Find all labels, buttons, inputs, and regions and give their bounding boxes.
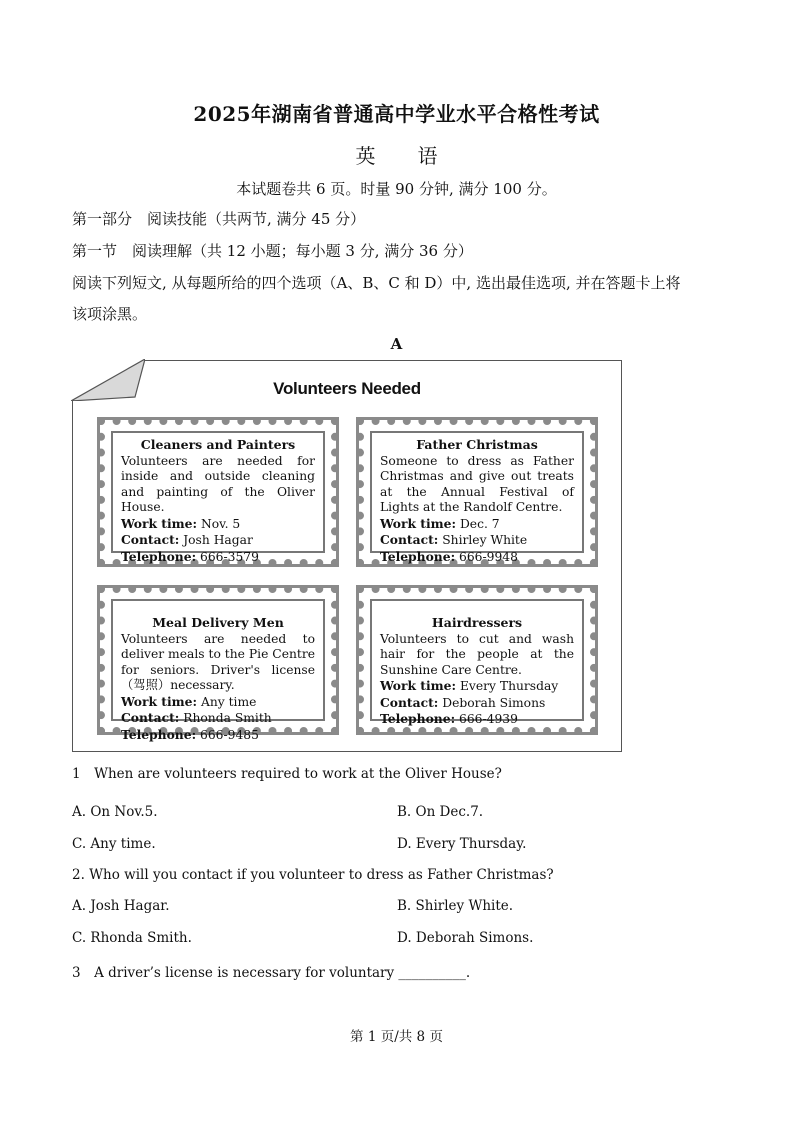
poster-title: Volunteers Needed (273, 379, 421, 398)
ad-title: Hairdressers (431, 615, 523, 630)
work-time-label: Work time: (121, 515, 198, 531)
ad-description: Someone to dress as Father Christmas and give out treats at the Annual Festival of Lights at the Randolf Centre. (380, 453, 574, 514)
question-1-option-b[interactable]: B. On Dec.7. (397, 804, 484, 820)
volunteer-poster (72, 360, 622, 752)
passage-letter: A (390, 335, 403, 353)
ad-title: Father Christmas (416, 437, 538, 452)
contact-label: Contact: (121, 532, 180, 547)
telephone-label: Telephone: (121, 548, 197, 564)
subject-title: 英语 (355, 144, 480, 168)
page-footer: 第 1 页/共 8 页 (350, 1029, 443, 1045)
ad-title: Cleaners and Painters (140, 437, 296, 452)
ad-card-father-christmas (356, 417, 598, 567)
telephone-value: 666-9948 (459, 549, 518, 564)
work-time-value: Dec. 7 (459, 516, 500, 531)
contact-label: Contact: (380, 532, 439, 547)
exam-title: 2025年湖南省普通高中学业水平合格性考试 (193, 102, 600, 126)
work-time-value: Any time (200, 694, 257, 709)
telephone-label: Telephone: (380, 711, 456, 726)
part-heading: 第一部分 阅读技能（共两节, 满分 45 分） (72, 210, 366, 228)
ad-description: Volunteers are needed for inside and outside cleaning and painting of the Oliver House. (121, 453, 315, 514)
question-1-option-d[interactable]: D. Every Thursday. (397, 836, 527, 852)
work-time-value: Nov. 5 (200, 516, 241, 531)
question-1-stem: 1 When are volunteers required to work at the Oliver House? (72, 766, 502, 782)
instruction-line-1: 阅读下列短文, 从每题所给的四个选项（A、B、C 和 D）中, 选出最佳选项, 并在答题卡上将 (72, 274, 681, 292)
contact-value: Rhonda Smith (183, 711, 272, 725)
ad-card-meal-delivery (97, 585, 339, 742)
question-2-stem: 2. Who will you contact if you volunteer to dress as Father Christmas? (72, 867, 554, 883)
work-time-label: Work time: (121, 693, 198, 709)
question-2-option-b[interactable]: B. Shirley White. (397, 898, 514, 914)
work-time-label: Work time: (380, 678, 457, 693)
contact-value: Deborah Simons (442, 695, 546, 710)
contact-label: Contact: (380, 694, 439, 710)
exam-info: 本试题卷共 6 页。时量 90 分钟, 满分 100 分。 (236, 180, 557, 198)
work-time-label: Work time: (380, 515, 457, 531)
contact-value: Josh Hagar (183, 533, 253, 547)
ad-description: Volunteers to cut and wash hair for the people at the Sunshine Care Centre. (380, 631, 574, 677)
question-2-option-a[interactable]: A. Josh Hagar. (72, 898, 170, 914)
ad-card-cleaners (97, 417, 339, 567)
question-1-option-a[interactable]: A. On Nov.5. (72, 804, 158, 820)
ad-card-hairdressers (356, 585, 598, 735)
telephone-label: Telephone: (380, 548, 456, 564)
section-heading: 第一节 阅读理解（共 12 小题；每小题 3 分, 满分 36 分） (72, 242, 473, 260)
ad-description: Volunteers are needed to deliver meals to the Pie Centre for seniors. Driver's license（驾照）necessary. (121, 631, 315, 692)
contact-label: Contact: (121, 710, 180, 725)
telephone-value: 666-9485 (200, 727, 259, 742)
contact-value: Shirley White (442, 533, 528, 547)
question-1-option-c[interactable]: C. Any time. (72, 836, 156, 852)
ad-title: Meal Delivery Men (152, 615, 284, 630)
telephone-label: Telephone: (121, 726, 197, 742)
question-2-option-d[interactable]: D. Deborah Simons. (397, 930, 534, 946)
instruction-line-2: 该项涂黑。 (72, 305, 148, 323)
question-3-stem: 3 A driver’s license is necessary for voluntary __________. (72, 965, 471, 981)
question-2-option-c[interactable]: C. Rhonda Smith. (72, 930, 192, 946)
telephone-value: 666-3579 (200, 549, 259, 564)
telephone-value: 666-4939 (459, 712, 518, 726)
work-time-value: Every Thursday (459, 679, 559, 693)
